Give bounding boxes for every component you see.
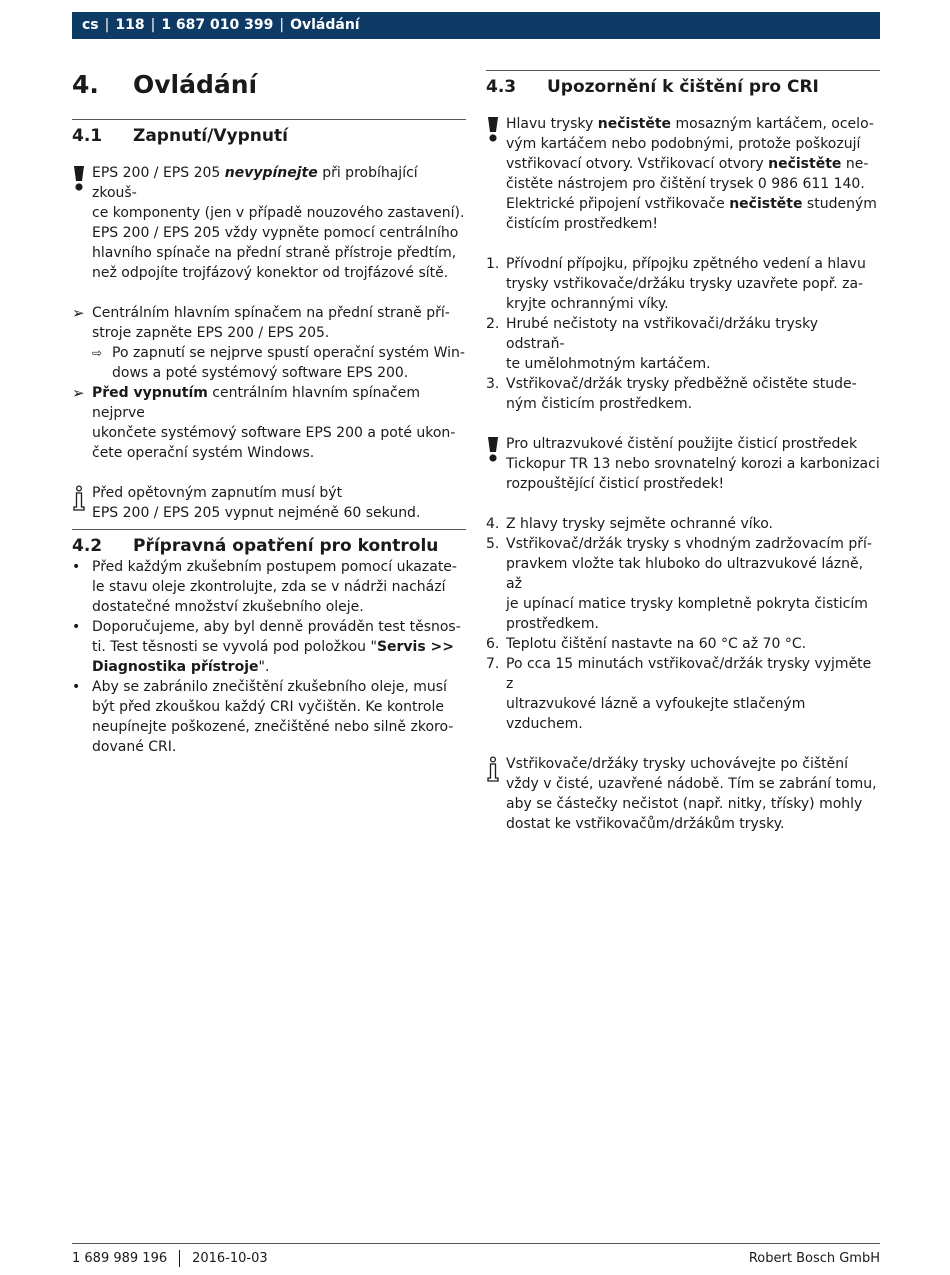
list-item: 1. Přívodní přípojku, přípojku zpětného vedení a hlavu trysky vstřikovače/držáku trysky uzavřete popř. za- kryjte ochrannými víky. [486, 256, 866, 312]
list-item: 5. Vstřikovač/držák trysky s vhodným zadržovacím pří- pravkem vložte tak hluboko do ultrazvukové lázně, až je upínací matice trysky kompletně pokryta čisticím prostředkem. [486, 536, 872, 632]
list-item: • Aby se zabránilo znečištění zkušebního oleje, musí být před zkouškou každý CRI vyčištěn. Ke kontrole neupínejte poškozené, znečištěné nebo silně zkoro- dované CRI. [72, 679, 454, 755]
result-arrow-icon: ⇨ [92, 346, 103, 360]
footer-rule [72, 1243, 880, 1244]
menu-path-diagnostics: Diagnostika přístroje [92, 659, 259, 675]
instruction-result: ⇨ Po zapnutí se nejprve spustí operační systém Win- dows a poté systémový software EPS 200. [92, 345, 465, 381]
header-doc-number: 1 687 010 399 [161, 17, 274, 33]
left-column [72, 60, 466, 757]
warning-exclamation-icon [486, 436, 500, 462]
header-lang: cs [82, 17, 99, 33]
info-notice-storage: Vstřikovače/držáky trysky uchovávejte po čištění vždy v čisté, uzavřené nádobě. Tím se zabrání tomu, aby se částečky nečistot (např. nitky, třísky) mohly dostat ke vstřikovačům/držákům trysky. [486, 754, 880, 834]
info-icon [486, 756, 500, 782]
section-4-1-heading [72, 119, 466, 147]
emphasis-dont-switch-off: nevypínejte [224, 165, 318, 181]
info-icon [72, 485, 86, 511]
list-item: 4. Z hlavy trysky sejměte ochranné víko. [486, 516, 774, 532]
list-item: 3. Vstřikovač/držák trysky předběžně očistěte stude- ným čisticím prostředkem. [486, 376, 857, 412]
right-column [486, 60, 880, 834]
list-item: 7. Po cca 15 minutách vstřikovač/držák trysky vyjměte z ultrazvukové lázně a vyfoukejte stlačeným vzduchem. [486, 656, 872, 732]
footer-separator [179, 1250, 180, 1267]
list-item: • Doporučujeme, aby byl denně prováděn test těsnos- ti. Test těsnosti se vyvolá pod položkou "Servis >> Diagnostika přístroje". [72, 619, 461, 675]
section-title: Upozornění k čištění pro CRI [547, 77, 819, 97]
footer-company: Robert Bosch GmbH [748, 1251, 880, 1266]
section-number: 4.3 [486, 77, 517, 97]
section-number: 4.1 [72, 126, 103, 146]
header-page-number: 118 [115, 17, 145, 33]
footer-doc-id: 1 689 989 196 [72, 1251, 168, 1266]
menu-path-service: Servis >> [376, 639, 455, 655]
warning-exclamation-icon [486, 116, 500, 142]
page-header-bar: cs | 118 | 1 687 010 399 | Ovládání [72, 12, 880, 39]
arrow-step-icon: ➢ [72, 304, 85, 322]
section-title: Zapnutí/Vypnutí [133, 126, 288, 146]
instruction-step-switch-on: ➢ Centrálním hlavním spínačem na přední straně pří- stroje zapněte EPS 200 / EPS 205. [72, 304, 450, 341]
warning-notice-switch-off: EPS 200 / EPS 205 nevypínejte při probíhající zkouš- ce komponenty (jen v případě nouzového zastavení). EPS 200 / EPS 205 vždy vypněte pomocí centrálního hlavního spínače na přední straně přístroje předtím, než odpojíte trojfázový konektor od trojfázové sítě. [72, 163, 466, 283]
chapter-heading [72, 69, 466, 101]
info-notice-restart: Před opětovným zapnutím musí být EPS 200 / EPS 205 vypnut nejméně 60 sekund. [72, 483, 466, 523]
chapter-title: Ovládání [133, 70, 258, 99]
list-item: 6. Teplotu čištění nastavte na 60 °C až 70 °C. [486, 636, 807, 652]
bullet-icon: • [72, 619, 81, 635]
footer-date: 2016-10-03 [192, 1251, 268, 1266]
list-item: 2. Hrubé nečistoty na vstřikovači/držáku trysky odstraň- te umělohmotným kartáčem. [486, 316, 818, 372]
arrow-step-icon: ➢ [72, 384, 85, 402]
section-4-2-heading [72, 529, 466, 557]
warning-exclamation-icon [72, 165, 86, 191]
section-4-3-heading [486, 70, 880, 98]
warning-notice-ultrasonic: Pro ultrazvukové čistění použijte čisticí prostředek Tickopur TR 13 nebo srovnatelný korozi a karbonizaci rozpouštějící čisticí prostředek! [486, 434, 880, 494]
preparation-bullet-list [72, 557, 466, 757]
section-title: Přípravná opatření pro kontrolu [133, 536, 439, 556]
bullet-icon: • [72, 679, 81, 695]
cleaning-steps-list-1 [486, 254, 880, 414]
warning-notice-nozzle-cleaning: Hlavu trysky nečistěte mosazným kartáčem, ocelo- vým kartáčem nebo podobnými, protože poškozují vstřikovací otvory. Vstřikovací otvory nečistěte ne- čistěte nástrojem pro čištění trysek 0 986 611 140. Elektrické připojení vstřikovače nečistěte studeným čistícím prostředkem! [486, 114, 880, 234]
bullet-icon: • [72, 559, 81, 575]
cleaning-steps-list-2 [486, 514, 880, 734]
list-item: • Před každým zkušebním postupem pomocí ukazate- le stavu oleje zkontrolujte, zda se v nádrži nachází dostatečné množství zkušebního oleje. [72, 559, 457, 615]
section-number: 4.2 [72, 536, 103, 556]
instruction-step-switch-off: ➢ Před vypnutím centrálním hlavním spínačem nejprve ukončete systémový software EPS 200 a poté ukon- čete operační systém Windows. [72, 384, 456, 461]
chapter-number: 4. [72, 70, 99, 99]
header-chapter-title: Ovládání [290, 17, 360, 33]
